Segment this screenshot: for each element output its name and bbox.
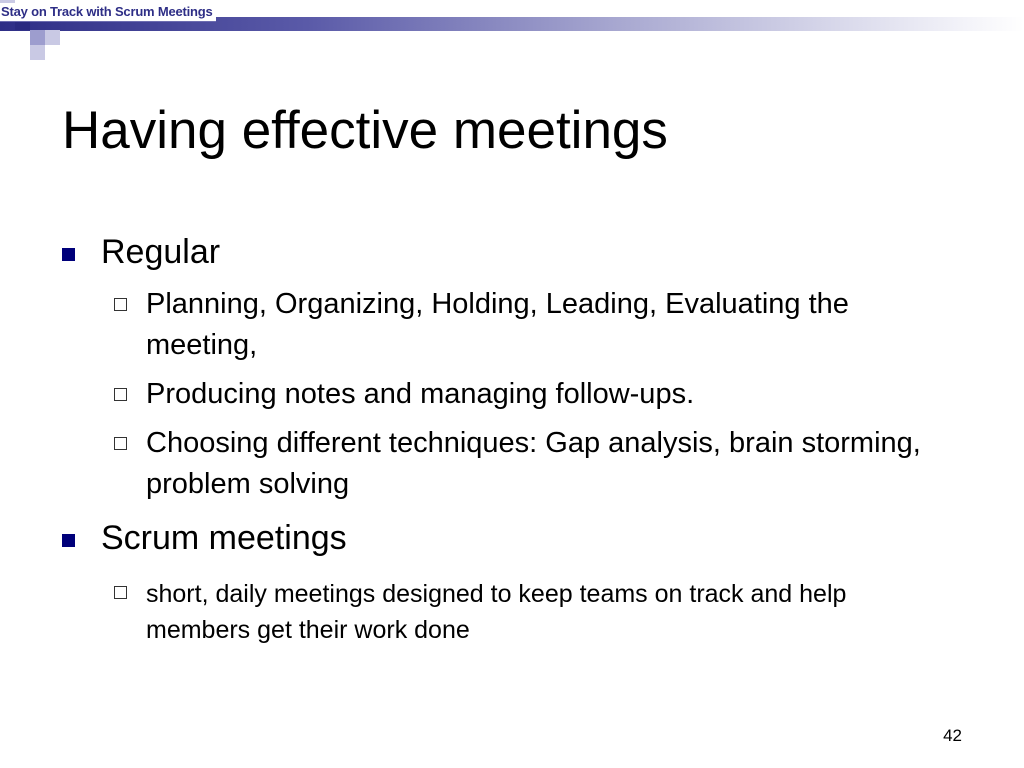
sub-bullet-item (114, 423, 944, 505)
header-title: Stay on Track with Scrum Meetings (0, 3, 216, 22)
sub-bullet-text: Producing notes and managing follow-ups. (146, 378, 695, 410)
square-bullet-icon (62, 248, 75, 261)
square-bullet-icon (62, 534, 75, 547)
sub-bullet-text: short, daily meetings designed to keep teams on track and help members get their work done (146, 580, 847, 644)
bullet-text: Regular (101, 233, 221, 271)
sub-bullet-item (114, 284, 944, 366)
sub-bullet-item (114, 374, 944, 415)
sub-bullet-text: Planning, Organizing, Holding, Leading, Evaluating the meeting, (146, 288, 849, 361)
decorative-square (30, 45, 45, 60)
sub-bullet-item (114, 576, 944, 648)
hollow-square-bullet-icon (114, 388, 127, 401)
decorative-square (30, 30, 45, 45)
bullet-text: Scrum meetings (101, 519, 347, 557)
hollow-square-bullet-icon (114, 437, 127, 450)
decorative-square (45, 30, 60, 45)
slide-title: Having effective meetings (62, 101, 668, 160)
hollow-square-bullet-icon (114, 586, 127, 599)
hollow-square-bullet-icon (114, 298, 127, 311)
page-number: 42 (943, 726, 962, 745)
sub-bullet-text: Choosing different techniques: Gap analysis, brain storming, problem solving (146, 427, 921, 500)
